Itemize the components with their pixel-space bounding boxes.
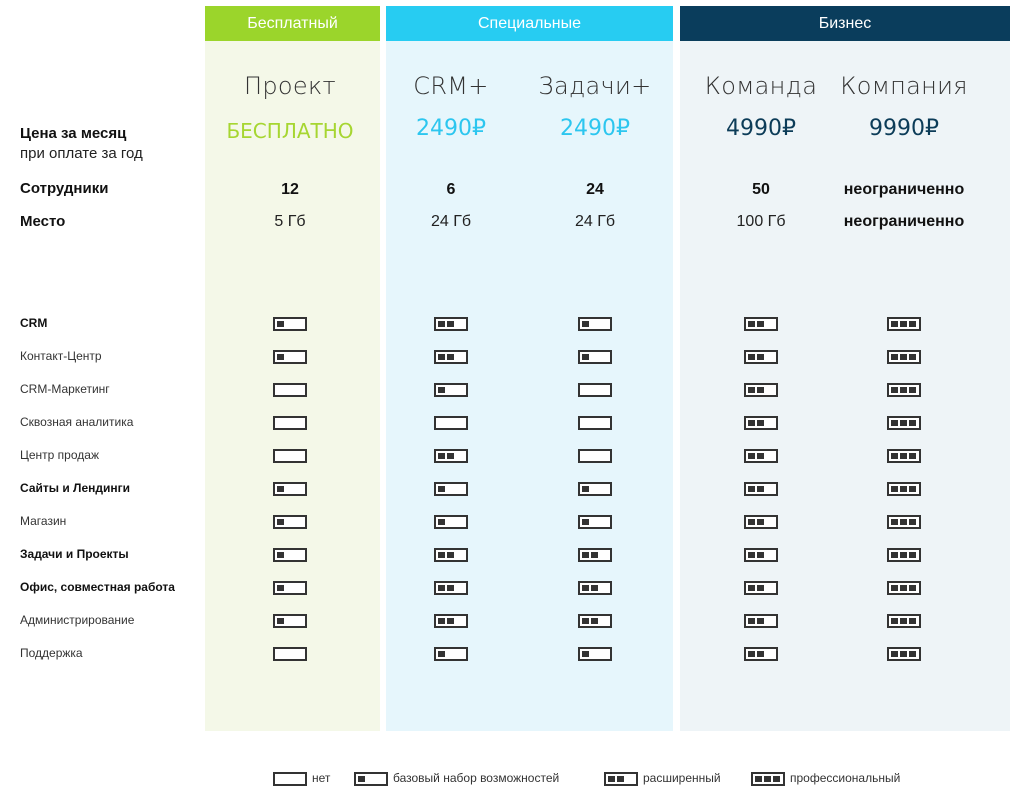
- feature-level-indicator: [273, 482, 307, 496]
- level-block: [591, 585, 598, 591]
- level-block: [891, 618, 898, 624]
- level-block: [757, 354, 764, 360]
- level-block: [748, 519, 755, 525]
- level-block: [608, 776, 615, 782]
- level-block: [748, 354, 755, 360]
- feature-label: CRM-Маркетинг: [20, 382, 110, 396]
- plan-storage: 5 Гб: [274, 213, 306, 230]
- feature-level-indicator: [744, 482, 778, 496]
- feature-level-indicator: [744, 548, 778, 562]
- feature-level-indicator: [744, 317, 778, 331]
- plan-name: Компания: [840, 72, 968, 100]
- plan-name: Команда: [704, 72, 818, 100]
- level-block: [909, 486, 916, 492]
- level-block: [900, 321, 907, 327]
- feature-level-indicator: [273, 581, 307, 595]
- level-block: [909, 651, 916, 657]
- level-block: [909, 618, 916, 624]
- level-block: [757, 420, 764, 426]
- feature-label: Поддержка: [20, 646, 83, 660]
- feature-level-indicator: [744, 515, 778, 529]
- feature-level-indicator: [578, 482, 612, 496]
- level-block: [358, 776, 365, 782]
- level-block: [757, 453, 764, 459]
- level-block: [900, 486, 907, 492]
- feature-level-indicator: [578, 647, 612, 661]
- level-block: [748, 387, 755, 393]
- level-block: [447, 552, 454, 558]
- feature-level-indicator: [578, 548, 612, 562]
- feature-level-indicator: [887, 383, 921, 397]
- plan-employees: неограниченно: [843, 181, 965, 198]
- level-block: [582, 651, 589, 657]
- level-block: [757, 651, 764, 657]
- feature-level-indicator: [434, 317, 468, 331]
- level-block: [438, 486, 445, 492]
- feature-level-indicator: [273, 449, 307, 463]
- level-block: [757, 519, 764, 525]
- plan-storage: 24 Гб: [574, 213, 616, 230]
- feature-level-indicator: [578, 449, 612, 463]
- level-block: [900, 354, 907, 360]
- feature-label: Офис, совместная работа: [20, 580, 175, 594]
- level-block: [438, 453, 445, 459]
- feature-level-indicator: [273, 614, 307, 628]
- level-block: [582, 321, 589, 327]
- feature-level-indicator: [887, 548, 921, 562]
- level-block: [748, 420, 755, 426]
- feature-level-indicator: [434, 383, 468, 397]
- level-block: [438, 618, 445, 624]
- feature-level-indicator: [578, 581, 612, 595]
- level-block: [764, 776, 771, 782]
- level-block: [277, 552, 284, 558]
- storage-label: Место: [20, 213, 66, 230]
- feature-level-indicator: [273, 647, 307, 661]
- level-block: [757, 585, 764, 591]
- level-block: [757, 618, 764, 624]
- plan-employees: 24: [586, 181, 604, 198]
- level-block: [277, 618, 284, 624]
- feature-level-indicator: [578, 515, 612, 529]
- level-block: [582, 486, 589, 492]
- feature-level-indicator: [273, 350, 307, 364]
- feature-level-indicator: [578, 317, 612, 331]
- feature-level-indicator: [273, 548, 307, 562]
- plan-storage: неограниченно: [843, 213, 965, 230]
- level-block: [277, 486, 284, 492]
- feature-level-indicator: [744, 383, 778, 397]
- feature-level-indicator: [744, 647, 778, 661]
- level-block: [748, 618, 755, 624]
- level-block: [891, 354, 898, 360]
- level-block: [757, 552, 764, 558]
- level-block: [277, 321, 284, 327]
- level-block: [447, 321, 454, 327]
- level-block: [900, 552, 907, 558]
- level-block: [909, 420, 916, 426]
- plan-name: CRM+: [413, 72, 489, 100]
- legend-label: расширенный: [643, 771, 721, 785]
- plan-name: Задачи+: [538, 72, 652, 100]
- legend-label: профессиональный: [790, 771, 901, 785]
- plan-employees: 50: [752, 181, 770, 198]
- level-block: [909, 387, 916, 393]
- level-block: [891, 387, 898, 393]
- legend-indicator: [273, 772, 307, 786]
- level-block: [748, 651, 755, 657]
- feature-label: Сквозная аналитика: [20, 415, 134, 429]
- level-block: [900, 519, 907, 525]
- level-block: [438, 321, 445, 327]
- plan-employees: 6: [446, 181, 456, 198]
- level-block: [891, 453, 898, 459]
- plan-price: 2490₽: [416, 116, 486, 141]
- level-block: [447, 618, 454, 624]
- level-block: [900, 651, 907, 657]
- level-block: [909, 321, 916, 327]
- feature-level-indicator: [273, 383, 307, 397]
- feature-level-indicator: [887, 416, 921, 430]
- plan-price: 2490₽: [560, 116, 630, 141]
- feature-level-indicator: [434, 515, 468, 529]
- feature-level-indicator: [744, 581, 778, 595]
- feature-level-indicator: [744, 350, 778, 364]
- feature-level-indicator: [434, 647, 468, 661]
- feature-level-indicator: [273, 317, 307, 331]
- level-block: [582, 585, 589, 591]
- legend-indicator: [604, 772, 638, 786]
- level-block: [900, 420, 907, 426]
- feature-level-indicator: [273, 416, 307, 430]
- level-block: [891, 651, 898, 657]
- feature-level-indicator: [887, 647, 921, 661]
- level-block: [438, 552, 445, 558]
- level-block: [582, 552, 589, 558]
- level-block: [891, 420, 898, 426]
- feature-level-indicator: [887, 317, 921, 331]
- business-column-bg: [680, 6, 1010, 731]
- feature-level-indicator: [578, 350, 612, 364]
- feature-level-indicator: [578, 614, 612, 628]
- level-block: [748, 552, 755, 558]
- feature-level-indicator: [434, 449, 468, 463]
- level-block: [757, 486, 764, 492]
- feature-level-indicator: [434, 548, 468, 562]
- level-block: [748, 486, 755, 492]
- level-block: [891, 585, 898, 591]
- level-block: [909, 519, 916, 525]
- level-block: [277, 354, 284, 360]
- level-block: [909, 585, 916, 591]
- feature-label: Сайты и Лендинги: [20, 481, 130, 495]
- feature-label: CRM: [20, 316, 48, 330]
- plan-storage: 100 Гб: [736, 213, 786, 230]
- feature-level-indicator: [887, 449, 921, 463]
- level-block: [438, 519, 445, 525]
- level-block: [438, 354, 445, 360]
- feature-level-indicator: [887, 515, 921, 529]
- level-block: [900, 387, 907, 393]
- feature-label: Центр продаж: [20, 448, 99, 462]
- level-block: [900, 618, 907, 624]
- level-block: [582, 354, 589, 360]
- feature-level-indicator: [434, 350, 468, 364]
- level-block: [748, 453, 755, 459]
- plan-storage: 24 Гб: [430, 213, 472, 230]
- level-block: [748, 321, 755, 327]
- price-label: Цена за месяц: [20, 125, 127, 142]
- feature-level-indicator: [744, 614, 778, 628]
- level-block: [755, 776, 762, 782]
- level-block: [447, 585, 454, 591]
- plan-price: 4990₽: [726, 116, 796, 141]
- employees-label: Сотрудники: [20, 180, 109, 197]
- legend-indicator: [751, 772, 785, 786]
- feature-level-indicator: [434, 614, 468, 628]
- feature-level-indicator: [887, 350, 921, 364]
- feature-level-indicator: [887, 614, 921, 628]
- level-block: [757, 321, 764, 327]
- level-block: [447, 453, 454, 459]
- special-column-bg: [386, 6, 673, 731]
- level-block: [909, 354, 916, 360]
- feature-label: Магазин: [20, 514, 67, 528]
- legend-label: нет: [312, 771, 331, 785]
- level-block: [900, 453, 907, 459]
- level-block: [773, 776, 780, 782]
- business-group-header: Бизнес: [680, 6, 1010, 41]
- plan-name: Проект: [244, 72, 336, 100]
- feature-level-indicator: [887, 482, 921, 496]
- feature-level-indicator: [578, 383, 612, 397]
- level-block: [447, 354, 454, 360]
- level-block: [891, 519, 898, 525]
- feature-level-indicator: [744, 449, 778, 463]
- level-block: [591, 618, 598, 624]
- level-block: [591, 552, 598, 558]
- plan-price: 9990₽: [869, 116, 939, 141]
- feature-label: Контакт-Центр: [20, 349, 102, 363]
- level-block: [277, 519, 284, 525]
- feature-level-indicator: [434, 581, 468, 595]
- special-group-header: Специальные: [386, 6, 673, 41]
- level-block: [909, 453, 916, 459]
- feature-level-indicator: [434, 482, 468, 496]
- feature-level-indicator: [273, 515, 307, 529]
- level-block: [438, 387, 445, 393]
- level-block: [900, 585, 907, 591]
- level-block: [891, 552, 898, 558]
- level-block: [909, 552, 916, 558]
- level-block: [891, 321, 898, 327]
- feature-level-indicator: [578, 416, 612, 430]
- feature-level-indicator: [434, 416, 468, 430]
- feature-level-indicator: [744, 416, 778, 430]
- level-block: [582, 519, 589, 525]
- level-block: [757, 387, 764, 393]
- price-sublabel: при оплате за год: [20, 145, 143, 162]
- level-block: [438, 585, 445, 591]
- feature-level-indicator: [887, 581, 921, 595]
- level-block: [277, 585, 284, 591]
- free-group-header: Бесплатный: [205, 6, 380, 41]
- legend-indicator: [354, 772, 388, 786]
- level-block: [617, 776, 624, 782]
- level-block: [438, 651, 445, 657]
- plan-price: БЕСПЛАТНО: [226, 119, 354, 143]
- legend-label: базовый набор возможностей: [393, 771, 560, 785]
- level-block: [748, 585, 755, 591]
- level-block: [582, 618, 589, 624]
- plan-employees: 12: [281, 181, 299, 198]
- level-block: [891, 486, 898, 492]
- feature-label: Задачи и Проекты: [20, 547, 129, 561]
- feature-label: Администрирование: [20, 613, 135, 627]
